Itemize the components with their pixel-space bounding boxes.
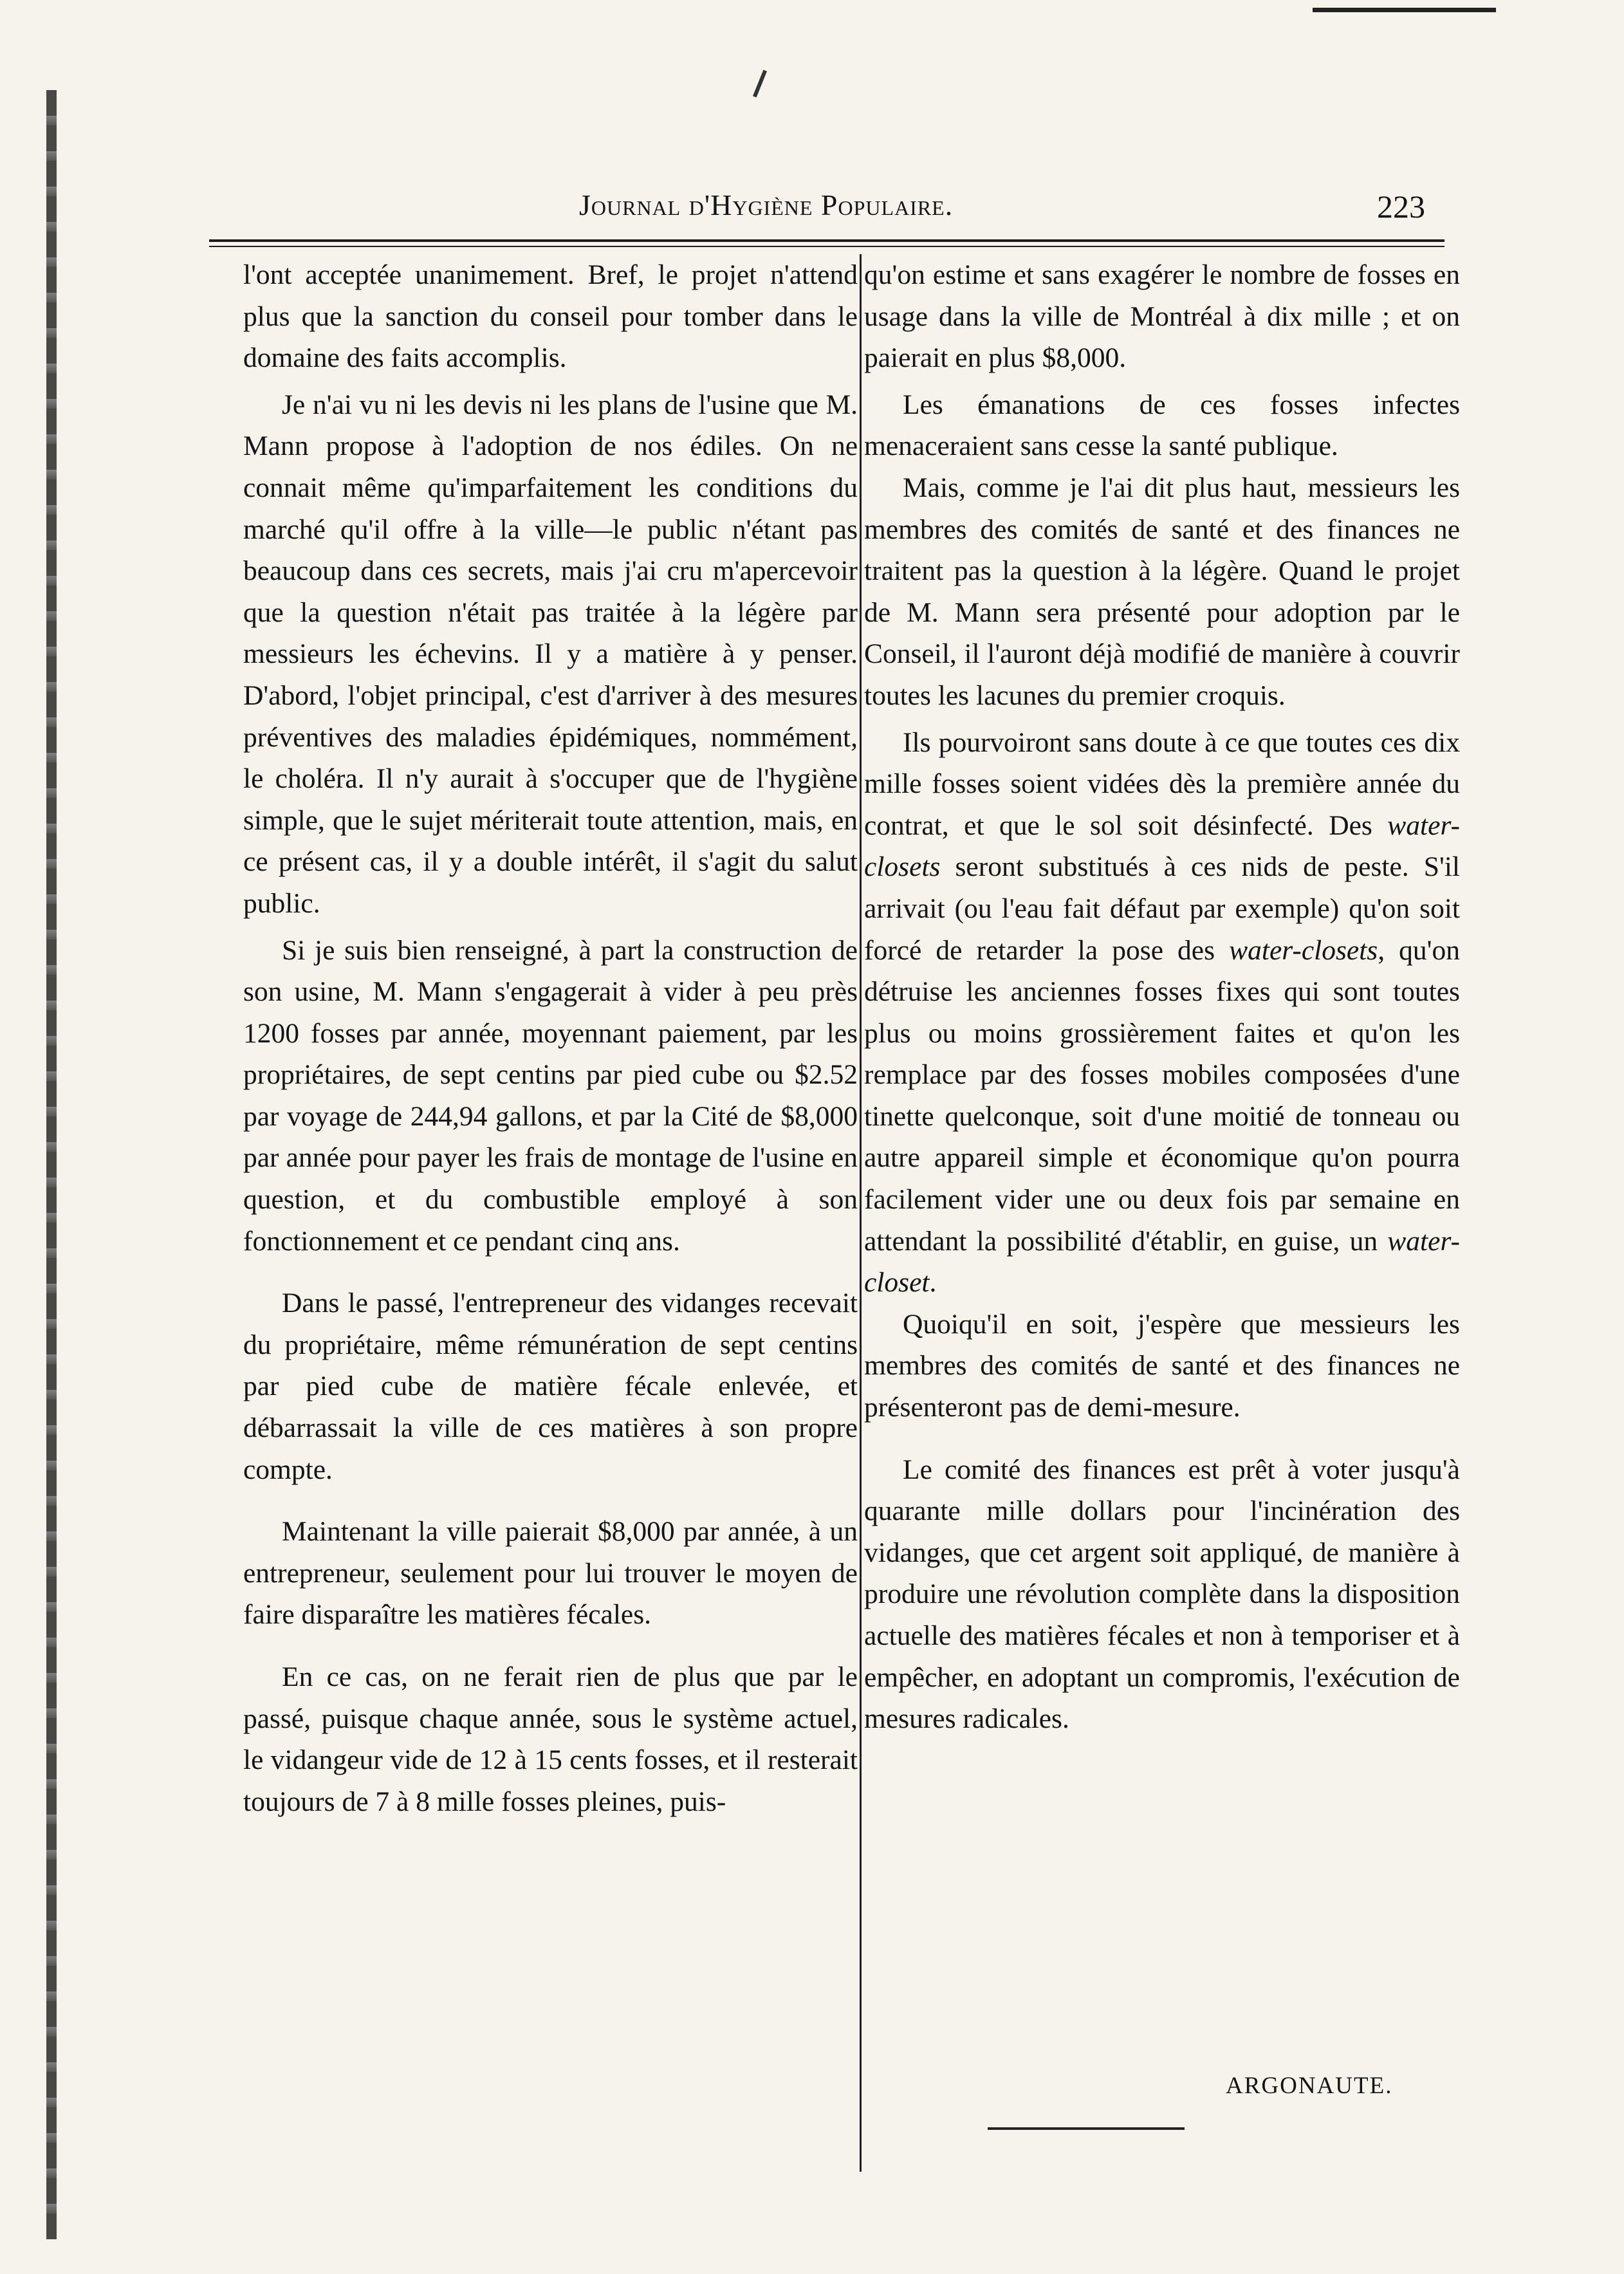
binding-edge [46, 90, 57, 2239]
scan-edge-rule [1313, 8, 1496, 12]
paragraph: Si je suis bien renseigné, à part la construction de son usine, M. Mann s'engagerait à vider à peu près 1200 fosses par année, moyennant paiement, par les propriétaires, de sept centins par pied cube ou $2.52 par voyage de 244,94 gallons, et par la Cité de $8,000 par année pour payer les frais de montage de l'usine en question, et du combustible employé à son fonctionnement et ce pendant cinq ans. [243, 934, 858, 1257]
emphasis: water-closet [864, 1225, 1460, 1299]
paragraph: Quoiqu'il en soit, j'espère que messieurs les membres des comités de santé et des finances ne présenteront pas de demi-mesure. [864, 1308, 1460, 1423]
paragraph: qu'on estime et sans exagérer le nombre de fosses en usage dans la ville de Montréal à dix mille ; et on paierait en plus $8,000. [864, 259, 1460, 374]
paragraph: Je n'ai vu ni les devis ni les plans de l'usine que M. Mann propose à l'adoption de nos édiles. On ne connait même qu'imparfaitement les conditions du marché qu'il offre à la ville—le public n'étant pas beaucoup dans ces secrets, mais j'ai cru m'apercevoir que la question n'était pas traitée à la légère par messieurs les échevins. Il y a matière à y penser. D'abord, l'objet principal, c'est d'arriver à des mesures préventives des maladies épidémiques, nommément, le choléra. Il n'y aurait à s'occuper que de l'hygiène simple, que le sujet mériterait toute attention, mais, en ce présent cas, il y a double intérêt, il s'agit du salut public. [243, 389, 858, 919]
paragraph: l'ont acceptée unanimement. Bref, le projet n'attend plus que la sanction du conseil pour tomber dans le domaine des faits accomplis. [243, 259, 858, 374]
ink-mark [753, 69, 767, 97]
emphasis: water-closets [1229, 934, 1378, 966]
paragraph: Les émanations de ces fosses infectes menaceraient sans cesse la santé publique. [864, 389, 1460, 462]
running-head: Journal d'Hygiène Populaire. [579, 189, 954, 221]
paragraph: Maintenant la ville paierait $8,000 par année, à un entrepreneur, seulement pour lui trouver le moyen de faire disparaître les matières fécales. [243, 1516, 858, 1631]
paragraph: Le comité des finances est prêt à voter jusqu'à quarante mille dollars pour l'incinération des vidanges, que cet argent soit appliqué, de manière à produire une révolution complète dans la disposition actuelle des matières fécales et non à temporiser et à empêcher, en adoptant un compromis, l'exécution de mesures radicales. [864, 1454, 1460, 1735]
paragraph-text: . [929, 1267, 937, 1299]
paragraph-text: seront substitués à ces nids de peste. S'il arrivait (ou l'eau fait défaut par exemple) qu'on soit forcé de retarder la pose des [864, 851, 1460, 966]
paragraph-text: Ils pourvoiront sans doute à ce que toutes ces dix mille fosses soient vidées dès la première année du contrat, et que le sol soit désinfecté. Des [864, 726, 1460, 841]
paragraph: Mais, comme je l'ai dit plus haut, messieurs les membres des comités de santé et des finances ne traitent pas la question à la légère. Quand le projet de M. Mann sera présenté pour adoption par le Conseil, il l'auront déjà modifié de manière à couvrir toutes les lacunes du premier croquis. [864, 472, 1460, 711]
paragraph: Dans le passé, l'entrepreneur des vidanges recevait du propriétaire, même rémunération de sept centins par pied cube de matière fécale enlevée, et débarrassait la ville de ces matières à son propre compte. [243, 1288, 858, 1485]
emphasis: water-closets [864, 809, 1460, 883]
paragraph [864, 722, 1460, 1304]
right-column [864, 254, 1460, 1740]
header-rule-thin [209, 246, 1444, 247]
paragraph: En ce cas, on ne ferait rien de plus que par le passé, puisque chaque année, sous le système actuel, le vidangeur vide de 12 à 15 cents fosses, et il resterait toujours de 7 à 8 mille fosses pleines, puis- [243, 1661, 858, 1817]
column-divider [860, 254, 862, 2172]
header-rule [209, 239, 1444, 242]
end-rule [988, 2127, 1185, 2130]
left-column [243, 254, 858, 1822]
page-number: 223 [1377, 189, 1425, 225]
paragraph-text: , qu'on détruise les anciennes fosses fixes qui sont toutes plus ou moins grossièrement faites et qu'on les remplace par des fosses mobiles composées d'une tinette quelconque, soit d'une moitié de tonneau ou autre appareil simple et économique qu'on pourra facilement vider une ou deux fois par semaine en attendant la possibilité d'établir, en guise, un [864, 934, 1460, 1257]
author-signature: ARGONAUTE. [1226, 2073, 1393, 2099]
